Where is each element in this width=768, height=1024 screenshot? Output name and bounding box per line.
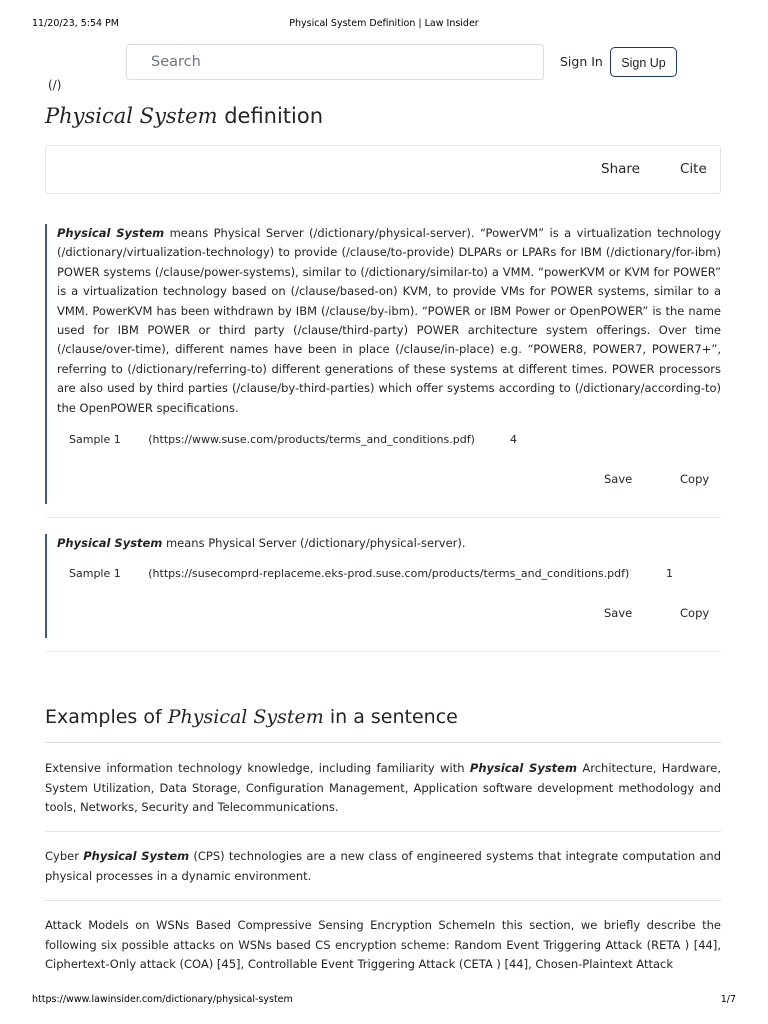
sample-count: 4: [510, 433, 517, 446]
examples-heading-pre: Examples of: [45, 706, 162, 728]
example-post: Architecture, Hardware, System Utilization, Data Storage, Configuration Management, Application software development methodology and tools, Networks, Security and Telecommunications.: [45, 761, 721, 814]
print-footer: [0, 994, 768, 1008]
home-link[interactable]: (/): [48, 78, 62, 92]
share-cite-bar: [45, 145, 721, 194]
print-page-number: 1/7: [720, 994, 736, 1005]
page-title-rest: definition: [224, 104, 324, 128]
sample-link[interactable]: (https://susecomprd-replaceme.eks-prod.suse.com/products/terms_and_conditions.pdf): [148, 567, 630, 580]
example-sentence-3: [45, 916, 721, 974]
definition-body: means Physical Server (/dictionary/physical-server).: [165, 536, 466, 550]
sample-label: Sample 1: [69, 433, 121, 446]
definition-card-2: [45, 534, 721, 652]
example-separator: [45, 831, 721, 832]
page-title: [45, 104, 323, 128]
share-button[interactable]: Share: [601, 161, 640, 177]
examples-heading-term: Physical System: [167, 706, 324, 728]
print-page-title: Physical System Definition | Law Insider: [289, 18, 479, 29]
sign-in-link[interactable]: Sign In: [560, 54, 603, 69]
sample-count: 1: [666, 567, 673, 580]
example-separator: [45, 900, 721, 901]
sample-link[interactable]: (https://www.suse.com/products/terms_and_conditions.pdf): [148, 433, 475, 446]
example-sentence-2: [45, 847, 721, 886]
copy-button[interactable]: Copy: [680, 472, 710, 486]
copy-button[interactable]: Copy: [680, 606, 710, 620]
definition-term: Physical System: [57, 536, 163, 550]
definition-text: [57, 534, 721, 553]
sample-source: [69, 433, 517, 446]
search-input[interactable]: [126, 44, 544, 80]
example-pre: Cyber: [45, 849, 79, 863]
print-datetime: 11/20/23, 5:54 PM: [32, 18, 119, 29]
definition-body: means Physical Server (/dictionary/physical-server). “PowerVM” is a virtualization technology (/dictionary/virtualization-technology) to provide (/clause/to-provide) DLPARs or LPARs for IBM (/dictionary/for-ibm) POWER systems (/clause/power-systems), similar to (/dictionary/similar-to) a VMM. “powerKVM or KVM for POWER” is a virtualization technology based on (/clause/based-on) KVM, to provide VMs for POWER systems, similar to a VMM. PowerKVM has been withdrawn by IBM (/clause/by-ibm). “POWER or IBM Power or OpenPOWER” is the name used for IBM POWER or third party (/clause/third-party) POWER architecture system offerings. Over time (/clause/over-time), different names have been in place (/clause/in-place) e.g. “POWER8, POWER7, POWER7+”, referring to (/dictionary/referring-to) different generations of these systems at different times. POWER processors are also used by third parties (/clause/by-third-parties) which offer systems according to (/dictionary/according-to) the OpenPOWER specifications.: [57, 226, 722, 415]
example-term: Physical System: [469, 761, 577, 775]
example-sentence-1: [45, 759, 721, 818]
examples-divider: [45, 742, 721, 743]
sample-label: Sample 1: [69, 567, 121, 580]
print-header: [0, 18, 768, 32]
cite-button[interactable]: Cite: [680, 161, 707, 177]
page-title-term: Physical System: [45, 104, 218, 128]
save-button[interactable]: Save: [604, 472, 633, 486]
save-button[interactable]: Save: [604, 606, 633, 620]
definition-accent-bar: [45, 224, 47, 504]
sign-up-button[interactable]: Sign Up: [610, 47, 677, 77]
definition-text: [57, 224, 721, 418]
definition-card-1: [45, 224, 721, 518]
example-post: (CPS) technologies are a new class of engineered systems that integrate computation and physical processes in a dynamic environment.: [45, 849, 722, 883]
example-post: Attack Models on WSNs Based Compressive Sensing Encryption SchemeIn this section, we briefly describe the following six possible attacks on WSNs based CS encryption scheme: Random Event Triggering Attack (RETA ) [44], Ciphertext-Only attack (COA) [45], Controllable Event Triggering Attack (CETA ) [44], Chosen-Plaintext Attack: [45, 918, 721, 971]
examples-heading-post: in a sentence: [329, 706, 458, 728]
examples-heading: [45, 706, 458, 728]
example-pre: Extensive information technology knowledge, including familiarity with: [45, 761, 465, 775]
sample-source: [69, 567, 673, 580]
print-url: https://www.lawinsider.com/dictionary/physical-system: [32, 994, 293, 1005]
definition-accent-bar: [45, 534, 47, 638]
definition-term: Physical System: [57, 226, 165, 240]
example-term: Physical System: [83, 849, 190, 863]
